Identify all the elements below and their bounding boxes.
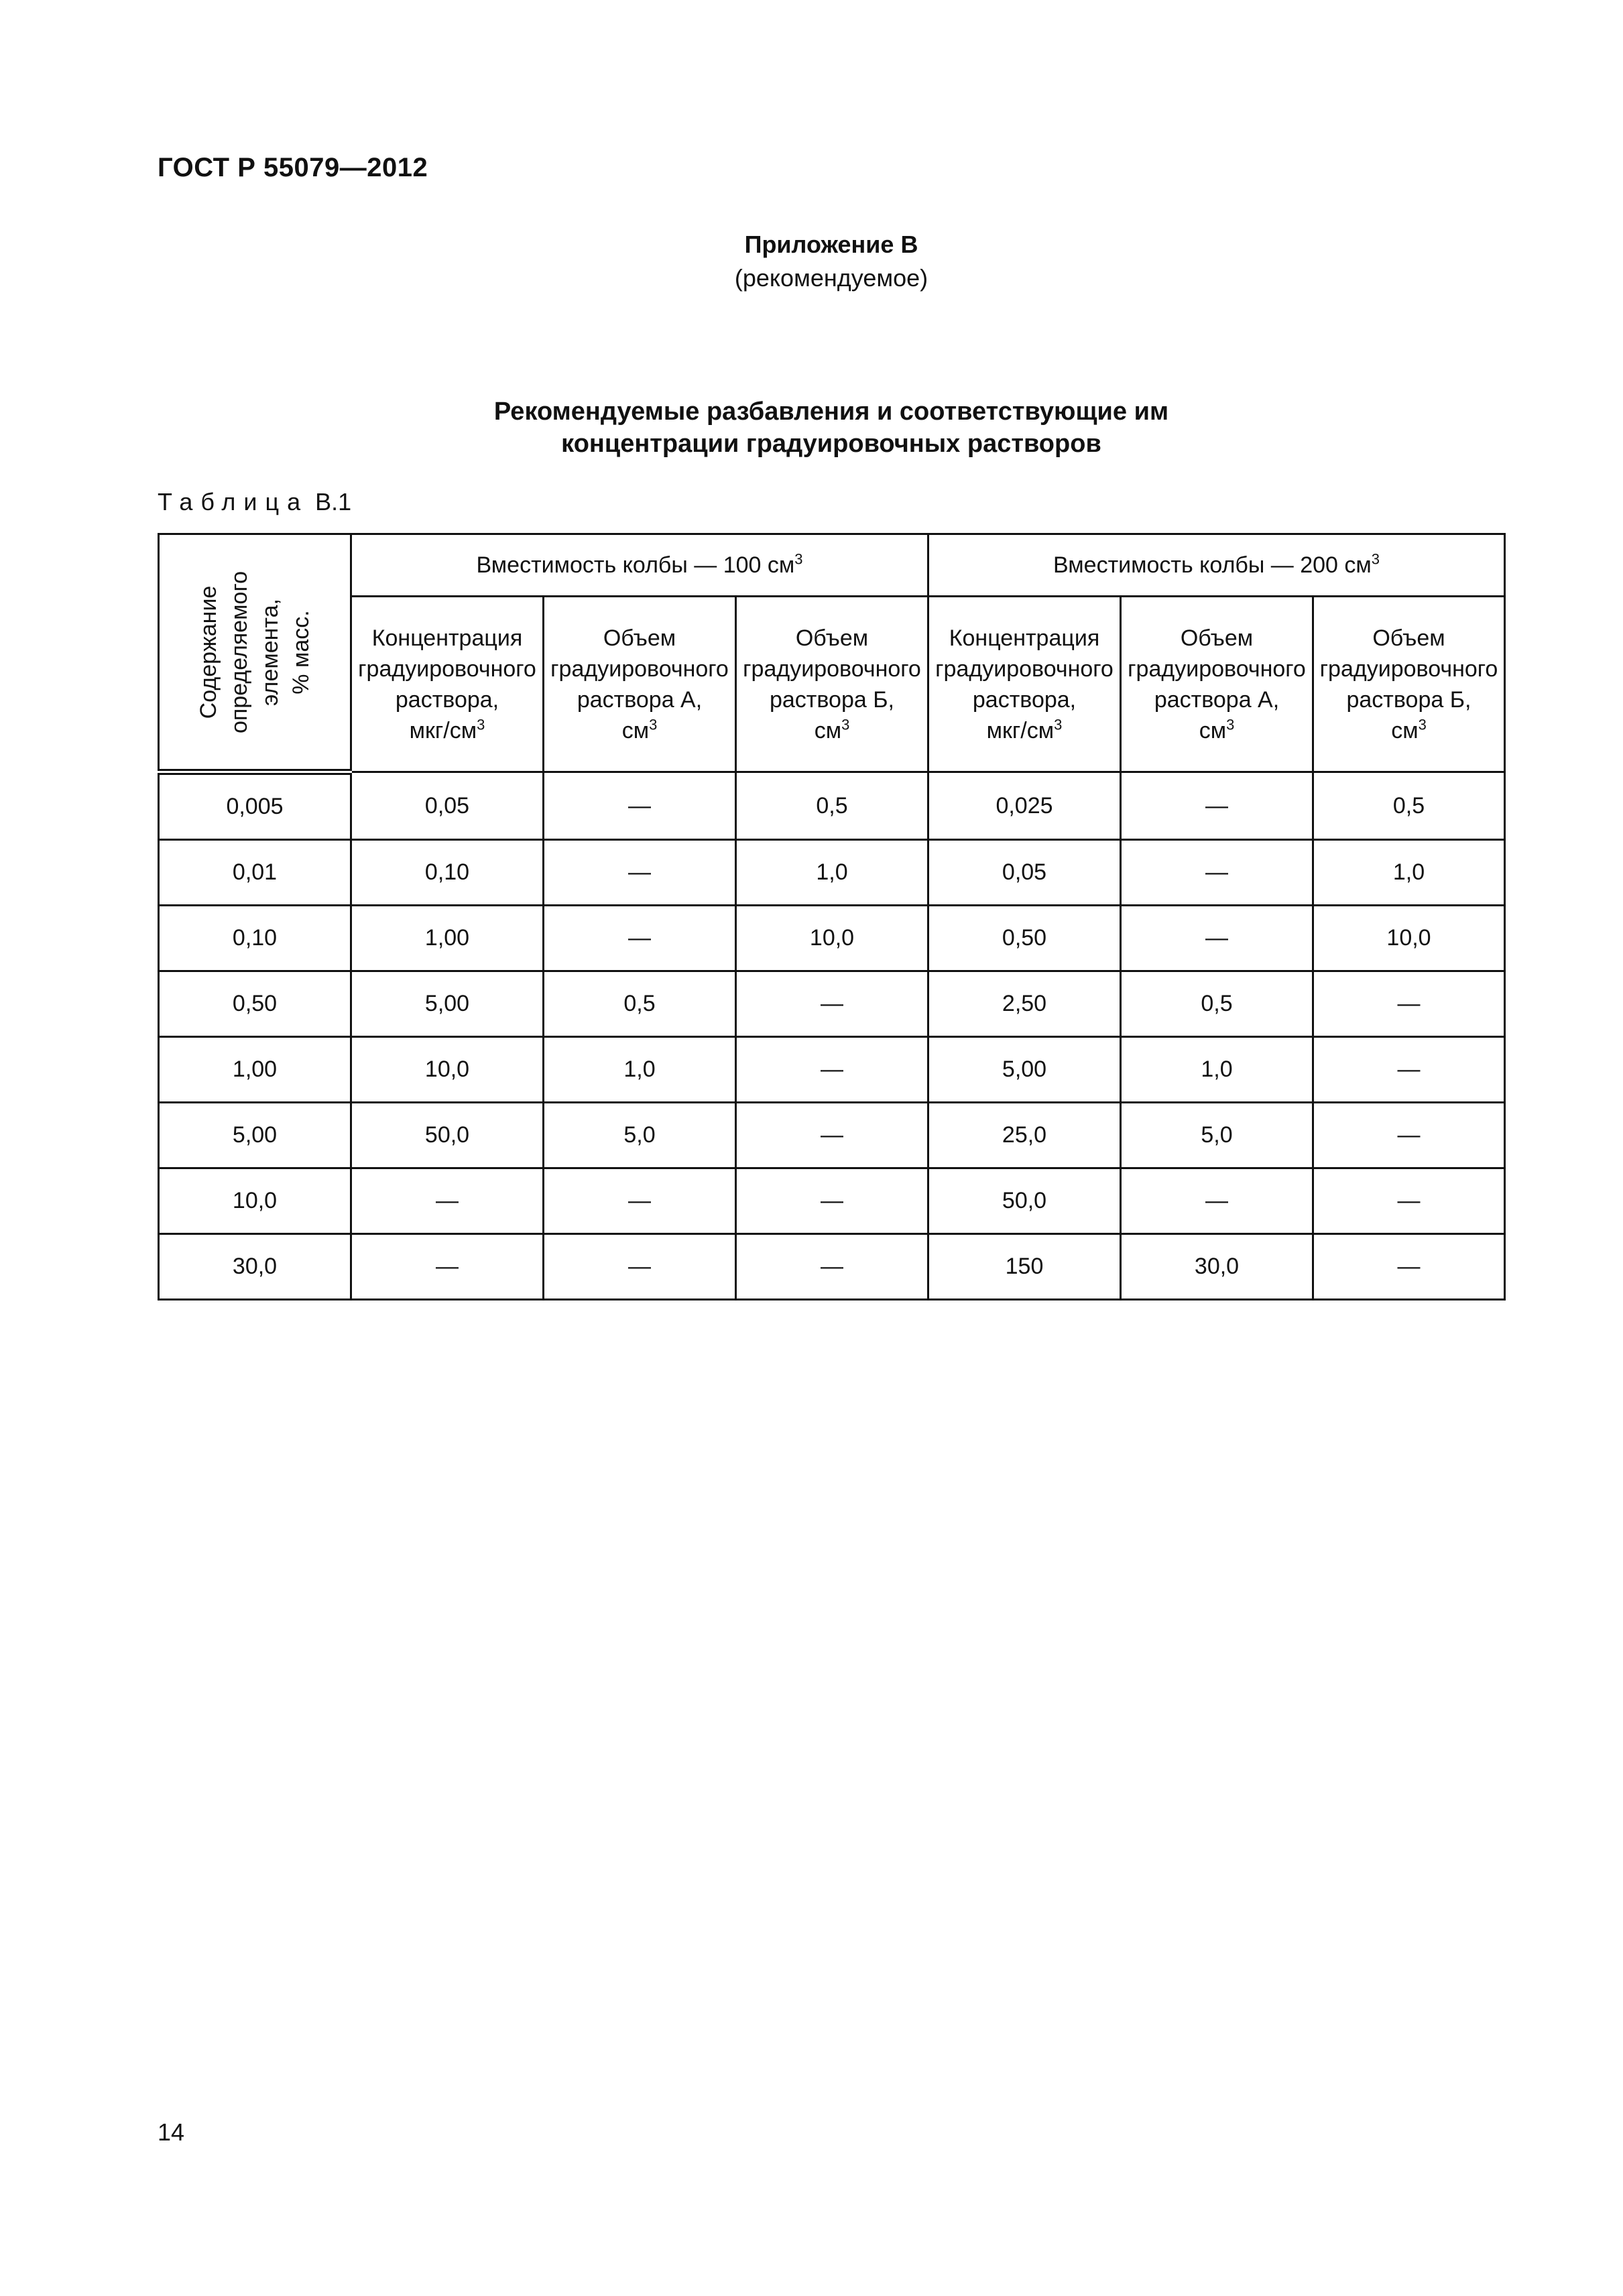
- table-cell: —: [544, 1234, 736, 1300]
- table-header: [159, 534, 1505, 772]
- page-number: 14: [158, 2118, 185, 2146]
- table-cell: 0,005: [159, 772, 351, 840]
- table-cell: —: [544, 772, 736, 840]
- table-cell: —: [1121, 1168, 1313, 1234]
- table-body: [159, 772, 1505, 1300]
- table-cell: 1,0: [1121, 1037, 1313, 1103]
- table-cell: —: [736, 1037, 928, 1103]
- table-cell: 0,05: [928, 840, 1121, 906]
- table-row: [159, 1234, 1505, 1300]
- table-cell: 10,0: [159, 1168, 351, 1234]
- table-cell: 5,00: [928, 1037, 1121, 1103]
- table-cell: 10,0: [1313, 906, 1505, 971]
- table-cell: 1,00: [351, 906, 544, 971]
- table-cell: 1,0: [544, 1037, 736, 1103]
- table-cell: —: [1121, 772, 1313, 840]
- table-row: [159, 772, 1505, 840]
- table-cell: —: [1121, 840, 1313, 906]
- header-element-content-line-3: элемента,: [257, 598, 283, 706]
- table-header-row-groups: [159, 534, 1505, 597]
- table-cell: —: [1121, 906, 1313, 971]
- table-cell: —: [544, 906, 736, 971]
- table-cell: 1,0: [1313, 840, 1505, 906]
- header-volume-a-200: Объем градуировочного раствора А, $см^3$: [1121, 597, 1313, 772]
- table-cell: 0,5: [1313, 772, 1505, 840]
- table-cell: —: [736, 971, 928, 1037]
- table-row: [159, 971, 1505, 1037]
- table-caption: [158, 488, 351, 516]
- table-cell: 5,00: [159, 1103, 351, 1168]
- dilution-table: [158, 533, 1506, 1301]
- appendix-title: Приложение В: [744, 231, 918, 258]
- table-cell: —: [736, 1103, 928, 1168]
- table-row: [159, 1168, 1505, 1234]
- appendix-heading: [0, 228, 1623, 295]
- document-title-line-1: Рекомендуемые разбавления и соответствующие им: [493, 398, 1169, 426]
- table-cell: 0,50: [159, 971, 351, 1037]
- table-cell: 30,0: [159, 1234, 351, 1300]
- table-cell: 0,025: [928, 772, 1121, 840]
- table-cell: 5,00: [351, 971, 544, 1037]
- table-cell: 50,0: [351, 1103, 544, 1168]
- table-cell: —: [544, 840, 736, 906]
- table-cell: 10,0: [351, 1037, 544, 1103]
- table-cell: —: [736, 1234, 928, 1300]
- table-cell: —: [1313, 1168, 1505, 1234]
- header-element-content-line-2: определяемого: [227, 570, 252, 733]
- header-concentration-100: Концентрация градуировочного раствора, мкг/$см^3$: [351, 597, 544, 772]
- table-cell: 0,01: [159, 840, 351, 906]
- table-cell: —: [1313, 1103, 1505, 1168]
- table-cell: 0,50: [928, 906, 1121, 971]
- table-cell: 0,10: [351, 840, 544, 906]
- table-cell: —: [1313, 971, 1505, 1037]
- header-element-content: [159, 534, 351, 772]
- table-cell: 10,0: [736, 906, 928, 971]
- table-cell: 150: [928, 1234, 1121, 1300]
- table-cell: —: [736, 1168, 928, 1234]
- table-cell: 25,0: [928, 1103, 1121, 1168]
- table-header-row-sub: [159, 597, 1505, 772]
- document-title-line-2: концентрации градуировочных растворов: [561, 430, 1101, 458]
- header-group-100: Вместимость колбы — 100 $см^3$: [351, 534, 928, 597]
- table-caption-word: Таблица: [158, 488, 309, 516]
- table-cell: —: [1313, 1234, 1505, 1300]
- table-cell: 0,05: [351, 772, 544, 840]
- table-row: [159, 1103, 1505, 1168]
- table-row: [159, 1037, 1505, 1103]
- document-code: ГОСТ Р 55079—2012: [158, 153, 428, 182]
- table-cell: —: [1313, 1037, 1505, 1103]
- header-volume-b-100: Объем градуировочного раствора Б, $см^3$: [736, 597, 928, 772]
- table-cell: 30,0: [1121, 1234, 1313, 1300]
- header-element-content-line-4: % масс.: [288, 609, 314, 694]
- table-cell: 0,10: [159, 906, 351, 971]
- table-row: [159, 906, 1505, 971]
- header-concentration-200: Концентрация градуировочного раствора, мкг/$см^3$: [928, 597, 1121, 772]
- header-element-content-line-1: Содержание: [196, 585, 221, 719]
- appendix-status: (рекомендуемое): [734, 264, 928, 292]
- table-cell: 0,5: [736, 772, 928, 840]
- header-volume-b-200: Объем градуировочного раствора Б, $см^3$: [1313, 597, 1505, 772]
- header-volume-a-100: Объем градуировочного раствора А, $см^3$: [544, 597, 736, 772]
- table-caption-number: В.1: [315, 488, 352, 516]
- table-cell: —: [351, 1234, 544, 1300]
- table-cell: 0,5: [1121, 971, 1313, 1037]
- document-title: [0, 396, 1623, 460]
- table-cell: 1,0: [736, 840, 928, 906]
- header-element-content-text: [193, 570, 316, 733]
- table-cell: 5,0: [544, 1103, 736, 1168]
- table-cell: 0,5: [544, 971, 736, 1037]
- table-row: [159, 840, 1505, 906]
- table-cell: 1,00: [159, 1037, 351, 1103]
- table-cell: —: [544, 1168, 736, 1234]
- table-cell: 50,0: [928, 1168, 1121, 1234]
- table-cell: 2,50: [928, 971, 1121, 1037]
- header-group-200: Вместимость колбы — 200 $см^3$: [928, 534, 1505, 597]
- table-cell: —: [351, 1168, 544, 1234]
- table-cell: 5,0: [1121, 1103, 1313, 1168]
